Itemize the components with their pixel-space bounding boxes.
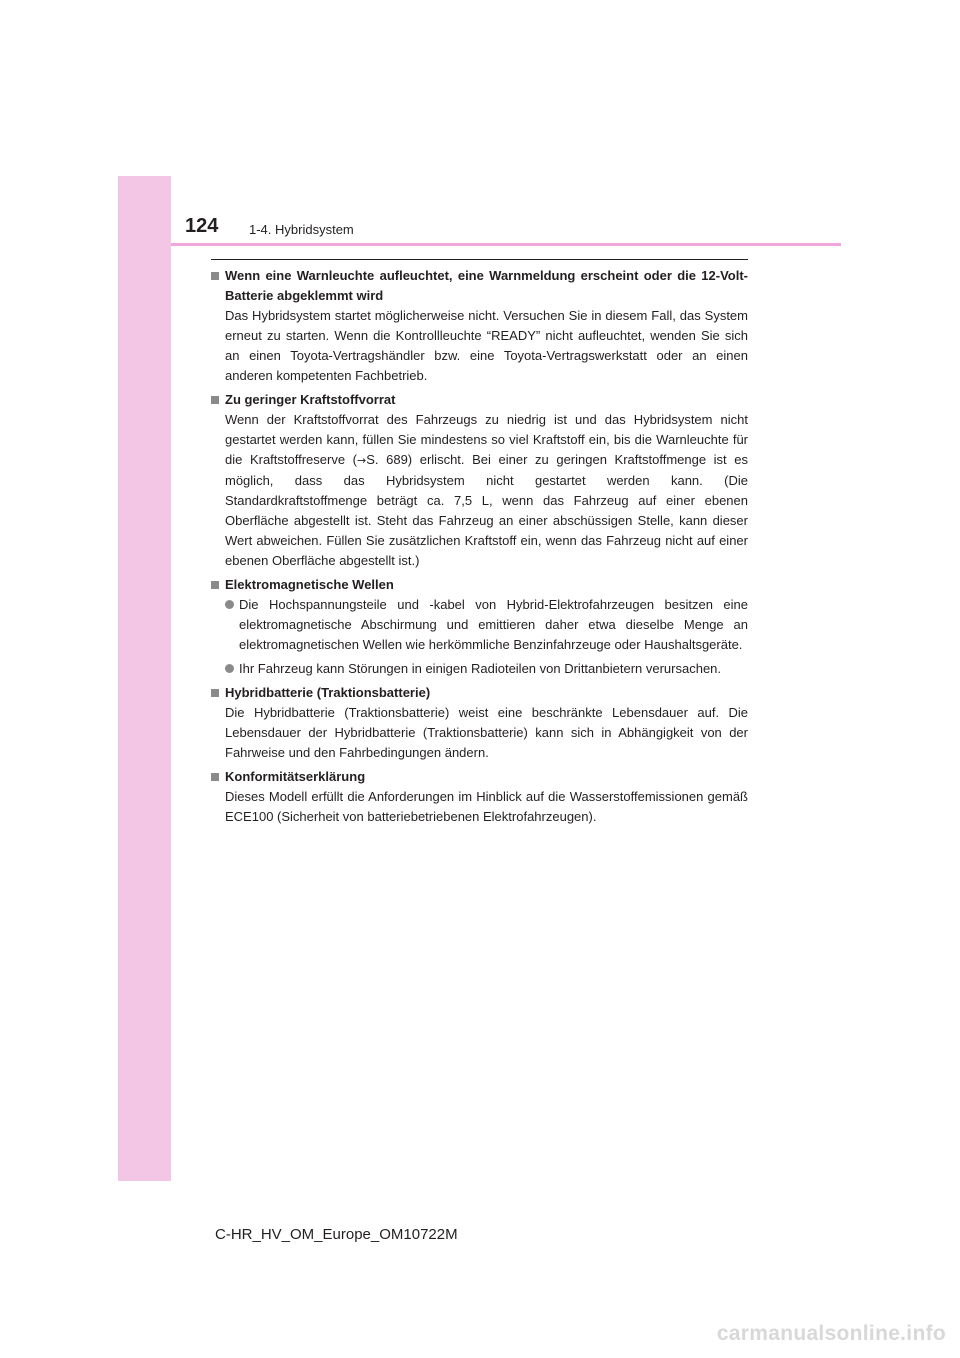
list-item: Ihr Fahrzeug kann Störungen in einigen Radioteilen von Drittanbietern verursachen. xyxy=(225,659,748,679)
watermark: carmanualsonline.info xyxy=(716,1322,946,1345)
document-id: C-HR_HV_OM_Europe_OM10722M xyxy=(215,1226,458,1243)
main-content xyxy=(211,266,748,831)
content-divider xyxy=(211,259,748,260)
square-bullet-icon xyxy=(211,272,219,280)
circle-bullet-icon xyxy=(225,664,234,673)
section-heading: Hybridbatterie (Traktionsbatterie) xyxy=(211,683,748,703)
header-divider xyxy=(171,243,841,246)
sidebar-color-band xyxy=(118,176,171,1181)
square-bullet-icon xyxy=(211,689,219,697)
section-body: Wenn der Kraftstoffvorrat des Fahrzeugs zu niedrig ist und das Hybridsystem nicht gestartet werden kann, füllen Sie mindestens so viel Kraftstoff ein, bis die Warnleuchte für die Kraftstoffreserve (→S. 689) erlischt. Bei einer zu geringen Kraftstoffmenge ist es möglich, dass das Hybridsystem nicht gestartet werden kann. (Die Standardkraftstoffmenge beträgt ca. 7,5 L, wenn das Fahrzeug auf einer ebenen Oberfläche abgestellt ist. Steht das Fahrzeug an einer abschüssigen Stelle, kann dieser Wert abweichen. Füllen Sie zusätzlichen Kraftstoff ein, wenn das Fahrzeug nicht auf einer ebenen Oberfläche abgestellt ist.) xyxy=(225,412,748,568)
section-electromagnetic-waves xyxy=(211,575,748,679)
section-low-fuel xyxy=(211,390,748,571)
section-heading: Wenn eine Warnleuchte aufleuchtet, eine Warnmeldung erscheint oder die 12-Volt-Batterie abgeklemmt wird xyxy=(211,266,748,306)
square-bullet-icon xyxy=(211,581,219,589)
section-hybrid-battery xyxy=(211,683,748,763)
list-item: Die Hochspannungsteile und -kabel von Hybrid-Elektrofahrzeugen besitzen eine elektromagnetische Abschirmung und emittieren daher etwa dieselbe Menge an elektromagnetischen Wellen wie herkömmliche Benzinfahrzeuge oder Haushaltsgeräte. xyxy=(225,595,748,655)
section-heading: Elektromagnetische Wellen xyxy=(211,575,748,595)
page-reference-arrow-icon: → xyxy=(357,454,367,467)
section-heading: Konformitätserklärung xyxy=(211,767,748,787)
section-body: Dieses Modell erfüllt die Anforderungen im Hinblick auf die Wasserstoffemissionen gemäß ECE100 (Sicherheit von batteriebetriebenen Elektrofahrzeugen). xyxy=(225,789,748,824)
section-warning-light xyxy=(211,266,748,386)
square-bullet-icon xyxy=(211,396,219,404)
section-conformity xyxy=(211,767,748,827)
section-body: Die Hybridbatterie (Traktionsbatterie) weist eine beschränkte Lebensdauer auf. Die Lebensdauer der Hybridbatterie (Traktionsbatterie) kann sich in Abhängigkeit von der Fahrweise und den Fahrbedingungen ändern. xyxy=(225,705,748,760)
section-title: 1-4. Hybridsystem xyxy=(249,222,354,237)
square-bullet-icon xyxy=(211,773,219,781)
circle-bullet-icon xyxy=(225,600,234,609)
section-body: Das Hybridsystem startet möglicherweise nicht. Versuchen Sie in diesem Fall, das System erneut zu starten. Wenn die Kontrollleuchte “READY” nicht aufleuchtet, wenden Sie sich an einen Toyota-Vertragshändler bzw. eine Toyota-Vertragswerkstatt oder an einen anderen kompetenten Fachbetrieb. xyxy=(225,308,748,383)
page-number: 124 xyxy=(185,215,219,237)
section-heading: Zu geringer Kraftstoffvorrat xyxy=(211,390,748,410)
